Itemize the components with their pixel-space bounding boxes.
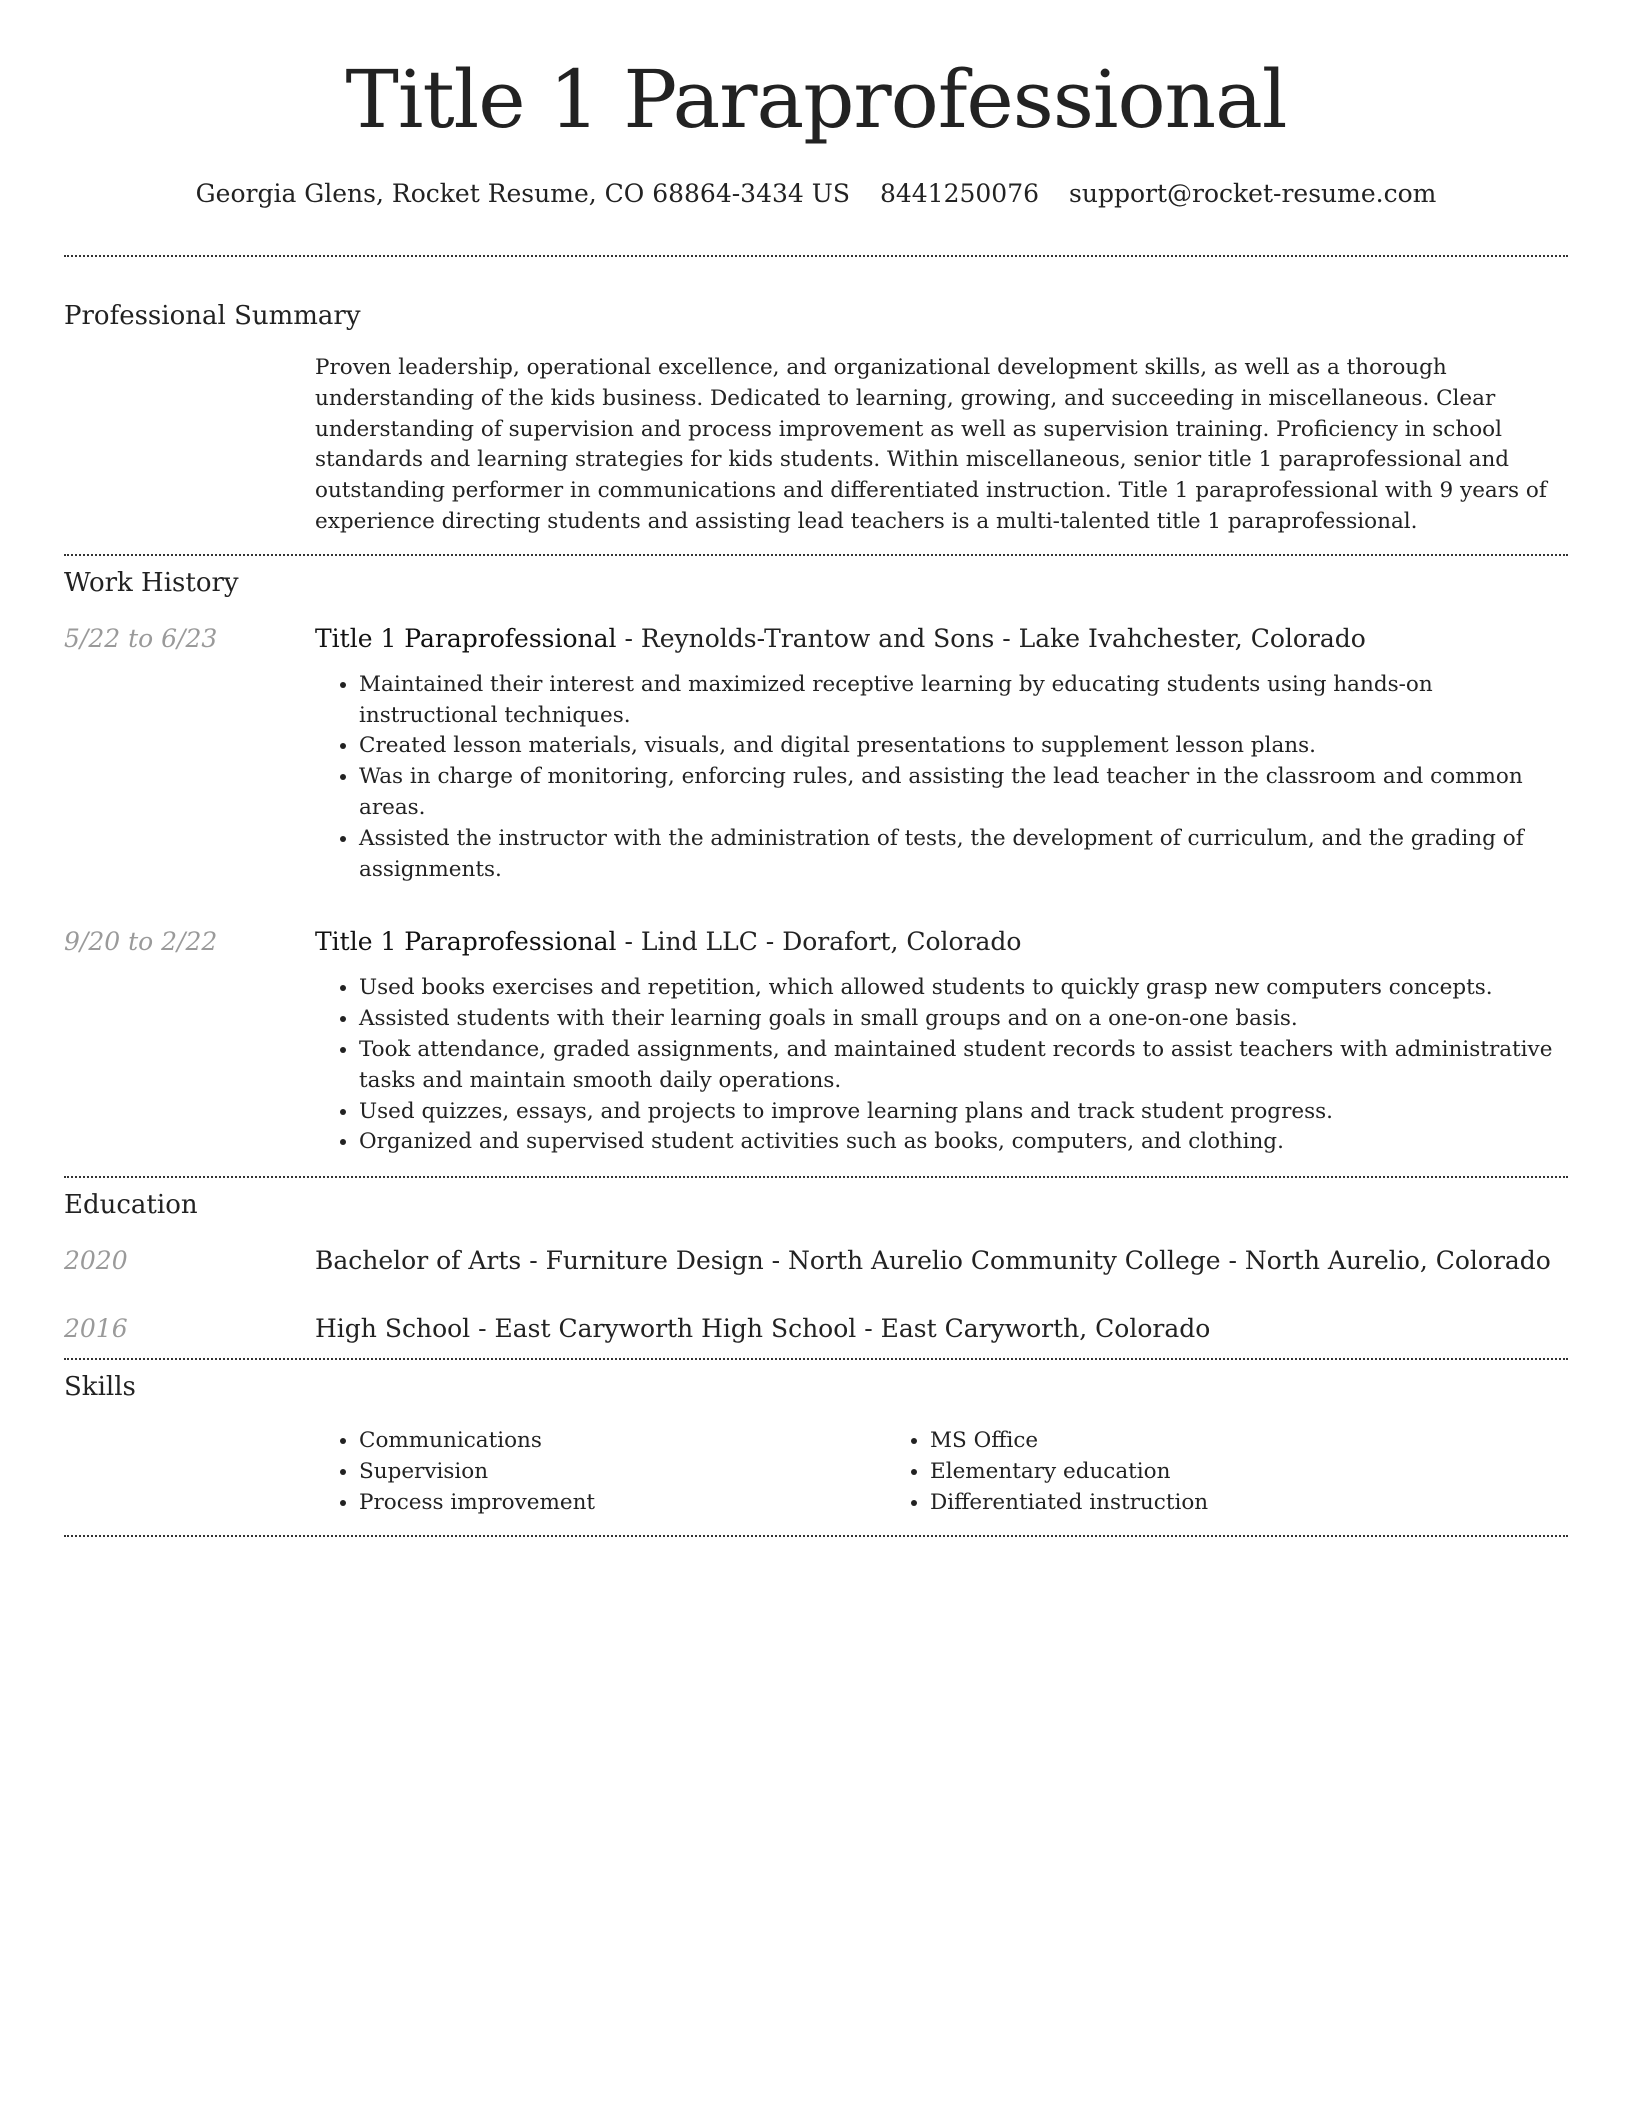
list-item: • Elementary education [930,1457,1501,1488]
job-body [315,925,1568,1158]
contact-address: Georgia Glens, Rocket Resume, CO 68864-3434 US [195,179,850,208]
job-details: - Lind LLC - Dorafort, Colorado [616,927,1022,957]
job-bullets [315,670,1568,886]
education-heading: Education [64,1190,198,1221]
list-item: • Organized and supervised student activities such as books, computers, and clothing. [359,1127,1568,1158]
list-item: • Used quizzes, essays, and projects to improve learning plans and track student progress. [359,1097,1568,1128]
list-item: • Supervision [359,1457,886,1488]
job-role: Title 1 Paraprofessional [315,623,617,653]
education-year: 2016 [64,1314,128,1344]
education-entry [64,1312,1568,1346]
list-item: • MS Office [930,1426,1501,1457]
education-entry [64,1244,1568,1278]
list-item: • Process improvement [359,1488,886,1519]
summary-heading: Professional Summary [64,301,361,331]
list-item: • Was in charge of monitoring, enforcing rules, and assisting the lead teacher in the classroom and common areas. [359,762,1568,824]
job-entry [64,925,1568,1158]
list-item: • Assisted the instructor with the administration of tests, the development of curriculum, and the grading of assignments. [359,824,1568,886]
list-item: • Communications [359,1426,886,1457]
skills-heading: Skills [64,1372,136,1403]
skills-divider [64,1535,1568,1537]
education-year: 2020 [64,1246,128,1276]
job-dates: 9/20 to 2/22 [64,927,218,957]
resume-page [64,0,1568,1537]
education-details: - East Caryworth High School - East Caryworth, Colorado [470,1314,1211,1344]
list-item: • Differentiated instruction [930,1488,1501,1519]
contact-email: support@rocket-resume.com [1069,179,1437,208]
education-divider [64,1358,1568,1360]
job-details: - Reynolds-Trantow and Sons - Lake Ivahchester, Colorado [616,623,1366,653]
job-entry [64,622,1568,886]
contact-line [64,178,1568,210]
header-divider [64,255,1568,257]
summary-divider [64,554,1568,556]
job-role: Title 1 Paraprofessional [315,927,617,957]
education-body [315,1312,1210,1346]
skills-column-right [886,1426,1501,1518]
education-details: - North Aurelio Community College - North Aurelio, Colorado [763,1246,1551,1276]
job-bullets [315,973,1568,1158]
work-history-heading: Work History [64,567,239,598]
skills-column-left [315,1426,886,1518]
education-body [315,1244,1551,1278]
candidate-name: Title 1 Paraprofessional [345,53,1287,146]
education-degree: High School [315,1314,471,1344]
job-body [315,622,1568,886]
list-item: • Assisted students with their learning goals in small groups and on a one-on-one basis. [359,1004,1568,1035]
list-item: • Maintained their interest and maximized receptive learning by educating students using hands-on instructional techniques. [359,670,1568,732]
skills-list [315,1426,1568,1518]
work-divider [64,1176,1568,1178]
list-item: • Created lesson materials, visuals, and digital presentations to supplement lesson plans. [359,731,1568,762]
job-header [315,622,1568,656]
summary-text: Proven leadership, operational excellence, and organizational development skills, as well as a thorough understanding of the kids business. Dedicated to learning, growing, and succeeding in miscellaneous. Clear understanding of supervision and process improvement as well as supervision training. Proficiency in school standards and learning strategies for kids students. Within miscellaneous, senior title 1 paraprofessional and outstanding performer in communications and differentiated instruction. Title 1 paraprofessional with 9 years of experience directing students and assisting lead teachers is a multi-talented title 1 paraprofessional. [315,355,1547,534]
list-item: • Took attendance, graded assignments, and maintained student records to assist teachers with administrative tasks and maintain smooth daily operations. [359,1035,1568,1097]
list-item: • Used books exercises and repetition, which allowed students to quickly grasp new computers concepts. [359,973,1568,1004]
job-header [315,925,1568,959]
contact-phone: 8441250076 [879,179,1040,208]
job-dates: 5/22 to 6/23 [64,623,218,653]
education-degree: Bachelor of Arts - Furniture Design [315,1246,764,1276]
